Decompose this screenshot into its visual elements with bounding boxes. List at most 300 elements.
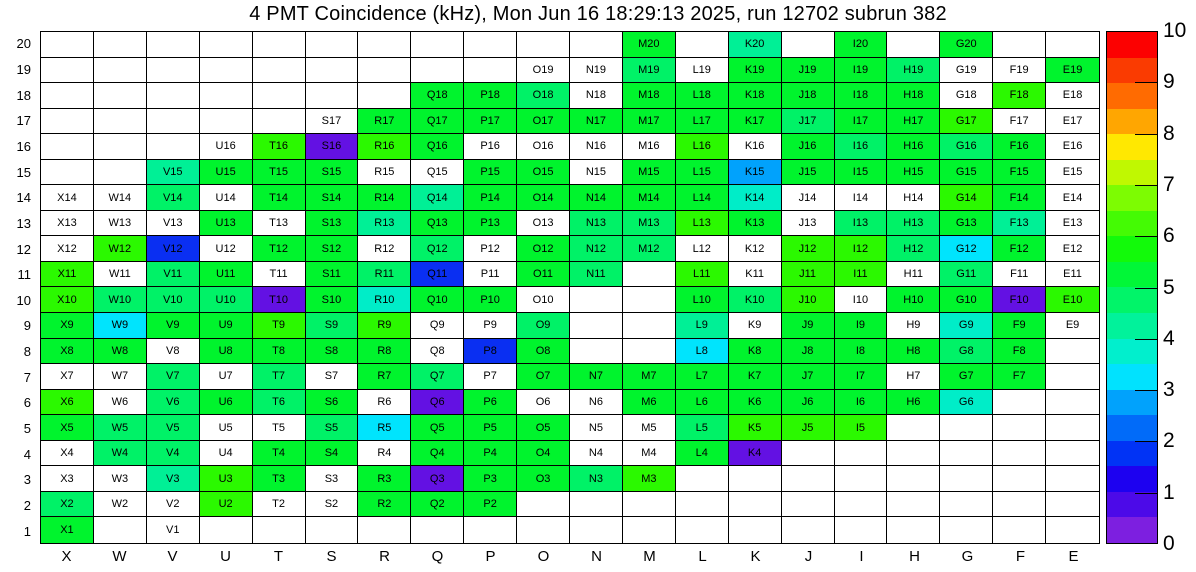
cell-empty bbox=[253, 517, 306, 543]
cell-S14: S14 bbox=[306, 185, 359, 211]
cell-F9: F9 bbox=[993, 313, 1046, 339]
colorbar-block bbox=[1107, 415, 1157, 441]
cell-X6: X6 bbox=[41, 390, 94, 416]
x-tick-label: E bbox=[1068, 548, 1079, 565]
cell-empty bbox=[1046, 339, 1099, 365]
cell-empty bbox=[782, 441, 835, 467]
cell-S3: S3 bbox=[306, 466, 359, 492]
cell-I14: I14 bbox=[835, 185, 888, 211]
cell-empty bbox=[835, 492, 888, 518]
cell-V10: V10 bbox=[147, 287, 200, 313]
cell-J18: J18 bbox=[782, 83, 835, 109]
cell-empty bbox=[411, 58, 464, 84]
cell-I10: I10 bbox=[835, 287, 888, 313]
cell-H6: H6 bbox=[887, 390, 940, 416]
cell-O13: O13 bbox=[517, 211, 570, 237]
colorbar-block bbox=[1107, 185, 1157, 211]
cell-F16: F16 bbox=[993, 134, 1046, 160]
cell-K6: K6 bbox=[729, 390, 782, 416]
cell-R8: R8 bbox=[358, 339, 411, 365]
cell-S4: S4 bbox=[306, 441, 359, 467]
cell-E10: E10 bbox=[1046, 287, 1099, 313]
cell-empty bbox=[1046, 466, 1099, 492]
cell-R11: R11 bbox=[358, 262, 411, 288]
y-tick-label: 11 bbox=[17, 267, 31, 283]
x-tick-label: Q bbox=[431, 548, 444, 565]
cell-U3: U3 bbox=[200, 466, 253, 492]
cell-empty bbox=[517, 492, 570, 518]
cell-K14: K14 bbox=[729, 185, 782, 211]
x-tick-label: M bbox=[643, 548, 656, 565]
cell-S5: S5 bbox=[306, 415, 359, 441]
colorbar-tick-label: 5 bbox=[1163, 275, 1175, 299]
cell-W10: W10 bbox=[94, 287, 147, 313]
cell-K4: K4 bbox=[729, 441, 782, 467]
cell-S11: S11 bbox=[306, 262, 359, 288]
cell-Q4: Q4 bbox=[411, 441, 464, 467]
cell-N5: N5 bbox=[570, 415, 623, 441]
cell-P15: P15 bbox=[464, 160, 517, 186]
cell-empty bbox=[887, 415, 940, 441]
cell-M15: M15 bbox=[623, 160, 676, 186]
cell-O14: O14 bbox=[517, 185, 570, 211]
x-tick-label: X bbox=[61, 548, 72, 565]
cell-M19: M19 bbox=[623, 58, 676, 84]
cell-L14: L14 bbox=[676, 185, 729, 211]
y-tick-label: 7 bbox=[23, 369, 31, 385]
colorbar-block bbox=[1107, 160, 1157, 186]
cell-N7: N7 bbox=[570, 364, 623, 390]
cell-empty bbox=[887, 441, 940, 467]
cell-empty bbox=[623, 339, 676, 365]
cell-G18: G18 bbox=[940, 83, 993, 109]
cell-empty bbox=[200, 517, 253, 543]
cell-empty bbox=[41, 160, 94, 186]
cell-empty bbox=[623, 313, 676, 339]
cell-O4: O4 bbox=[517, 441, 570, 467]
cell-T11: T11 bbox=[253, 262, 306, 288]
cell-V9: V9 bbox=[147, 313, 200, 339]
cell-P17: P17 bbox=[464, 109, 517, 135]
colorbar-tick-label: 10 bbox=[1163, 19, 1187, 42]
cell-M13: M13 bbox=[623, 211, 676, 237]
cell-P10: P10 bbox=[464, 287, 517, 313]
cell-Q6: Q6 bbox=[411, 390, 464, 416]
cell-H9: H9 bbox=[887, 313, 940, 339]
cell-empty bbox=[147, 58, 200, 84]
cell-K16: K16 bbox=[729, 134, 782, 160]
cell-T10: T10 bbox=[253, 287, 306, 313]
x-tick-label: I bbox=[859, 548, 864, 565]
y-tick-label: 10 bbox=[16, 292, 31, 308]
cell-L10: L10 bbox=[676, 287, 729, 313]
cell-X11: X11 bbox=[41, 262, 94, 288]
cell-I16: I16 bbox=[835, 134, 888, 160]
cell-empty bbox=[306, 58, 359, 84]
cell-P18: P18 bbox=[464, 83, 517, 109]
x-axis bbox=[40, 548, 1100, 568]
cell-O9: O9 bbox=[517, 313, 570, 339]
cell-V7: V7 bbox=[147, 364, 200, 390]
y-tick-label: 6 bbox=[23, 395, 31, 411]
cell-T6: T6 bbox=[253, 390, 306, 416]
cell-I20: I20 bbox=[835, 32, 888, 58]
cell-V15: V15 bbox=[147, 160, 200, 186]
cell-U12: U12 bbox=[200, 236, 253, 262]
cell-P8: P8 bbox=[464, 339, 517, 365]
cell-Q2: Q2 bbox=[411, 492, 464, 518]
cell-empty bbox=[41, 134, 94, 160]
cell-H13: H13 bbox=[887, 211, 940, 237]
cell-E9: E9 bbox=[1046, 313, 1099, 339]
cell-I11: I11 bbox=[835, 262, 888, 288]
cell-G10: G10 bbox=[940, 287, 993, 313]
cell-T8: T8 bbox=[253, 339, 306, 365]
cell-J5: J5 bbox=[782, 415, 835, 441]
cell-U13: U13 bbox=[200, 211, 253, 237]
cell-H11: H11 bbox=[887, 262, 940, 288]
cell-U11: U11 bbox=[200, 262, 253, 288]
cell-Q3: Q3 bbox=[411, 466, 464, 492]
cell-empty bbox=[676, 466, 729, 492]
cell-empty bbox=[676, 492, 729, 518]
cell-H18: H18 bbox=[887, 83, 940, 109]
cell-empty bbox=[306, 517, 359, 543]
y-tick-label: 4 bbox=[23, 446, 31, 462]
cell-L19: L19 bbox=[676, 58, 729, 84]
cell-K20: K20 bbox=[729, 32, 782, 58]
cell-U5: U5 bbox=[200, 415, 253, 441]
cell-F18: F18 bbox=[993, 83, 1046, 109]
colorbar-tick-label: 3 bbox=[1163, 378, 1175, 402]
colorbar-block bbox=[1107, 441, 1157, 467]
x-tick-label: K bbox=[750, 548, 761, 565]
y-tick-label: 12 bbox=[16, 241, 31, 257]
cell-empty bbox=[1046, 492, 1099, 518]
cell-empty bbox=[887, 492, 940, 518]
cell-M14: M14 bbox=[623, 185, 676, 211]
cell-S12: S12 bbox=[306, 236, 359, 262]
cell-P16: P16 bbox=[464, 134, 517, 160]
cell-X5: X5 bbox=[41, 415, 94, 441]
cell-N19: N19 bbox=[570, 58, 623, 84]
cell-P11: P11 bbox=[464, 262, 517, 288]
cell-empty bbox=[940, 492, 993, 518]
y-tick-label: 3 bbox=[23, 472, 31, 488]
cell-K10: K10 bbox=[729, 287, 782, 313]
cell-G13: G13 bbox=[940, 211, 993, 237]
cell-empty bbox=[411, 32, 464, 58]
colorbar-tick-label: 6 bbox=[1163, 224, 1175, 248]
cell-empty bbox=[993, 517, 1046, 543]
cell-empty bbox=[940, 415, 993, 441]
cell-empty bbox=[358, 32, 411, 58]
cell-W9: W9 bbox=[94, 313, 147, 339]
cell-empty bbox=[887, 517, 940, 543]
cell-V8: V8 bbox=[147, 339, 200, 365]
cell-R2: R2 bbox=[358, 492, 411, 518]
cell-empty bbox=[1046, 364, 1099, 390]
cell-L12: L12 bbox=[676, 236, 729, 262]
cell-empty bbox=[147, 32, 200, 58]
y-tick-label: 8 bbox=[23, 344, 31, 360]
y-tick-label: 19 bbox=[16, 61, 31, 77]
cell-L18: L18 bbox=[676, 83, 729, 109]
cell-W13: W13 bbox=[94, 211, 147, 237]
cell-H16: H16 bbox=[887, 134, 940, 160]
cell-I17: I17 bbox=[835, 109, 888, 135]
cell-K11: K11 bbox=[729, 262, 782, 288]
colorbar-labels bbox=[1163, 19, 1196, 555]
heatmap-grid bbox=[40, 31, 1100, 544]
cell-W4: W4 bbox=[94, 441, 147, 467]
cell-empty bbox=[993, 492, 1046, 518]
cell-empty bbox=[147, 109, 200, 135]
cell-Q5: Q5 bbox=[411, 415, 464, 441]
cell-G7: G7 bbox=[940, 364, 993, 390]
cell-empty bbox=[570, 287, 623, 313]
cell-empty bbox=[1046, 517, 1099, 543]
colorbar-tick-label: 2 bbox=[1163, 429, 1175, 453]
cell-R7: R7 bbox=[358, 364, 411, 390]
y-tick-label: 13 bbox=[16, 215, 31, 231]
cell-E16: E16 bbox=[1046, 134, 1099, 160]
chart-title: 4 PMT Coincidence (kHz), Mon Jun 16 18:29:13 2025, run 12702 subrun 382 bbox=[249, 3, 947, 25]
cell-I18: I18 bbox=[835, 83, 888, 109]
colorbar-block bbox=[1107, 492, 1157, 518]
cell-K12: K12 bbox=[729, 236, 782, 262]
cell-U7: U7 bbox=[200, 364, 253, 390]
cell-O5: O5 bbox=[517, 415, 570, 441]
cell-M7: M7 bbox=[623, 364, 676, 390]
cell-R12: R12 bbox=[358, 236, 411, 262]
cell-M6: M6 bbox=[623, 390, 676, 416]
cell-empty bbox=[94, 58, 147, 84]
cell-V2: V2 bbox=[147, 492, 200, 518]
cell-R6: R6 bbox=[358, 390, 411, 416]
cell-J15: J15 bbox=[782, 160, 835, 186]
cell-J17: J17 bbox=[782, 109, 835, 135]
cell-T3: T3 bbox=[253, 466, 306, 492]
colorbar-tick-label: 8 bbox=[1163, 121, 1175, 145]
x-tick-label: F bbox=[1015, 548, 1026, 565]
cell-P2: P2 bbox=[464, 492, 517, 518]
cell-empty bbox=[835, 466, 888, 492]
x-tick-label: P bbox=[485, 548, 496, 565]
cell-empty bbox=[729, 466, 782, 492]
cell-O12: O12 bbox=[517, 236, 570, 262]
cell-empty bbox=[41, 109, 94, 135]
cell-U10: U10 bbox=[200, 287, 253, 313]
cell-X3: X3 bbox=[41, 466, 94, 492]
cell-X12: X12 bbox=[41, 236, 94, 262]
cell-U16: U16 bbox=[200, 134, 253, 160]
cell-empty bbox=[200, 32, 253, 58]
cell-K9: K9 bbox=[729, 313, 782, 339]
cell-empty bbox=[411, 517, 464, 543]
cell-E17: E17 bbox=[1046, 109, 1099, 135]
y-tick-label: 15 bbox=[16, 164, 31, 180]
cell-empty bbox=[570, 313, 623, 339]
cell-E13: E13 bbox=[1046, 211, 1099, 237]
cell-T14: T14 bbox=[253, 185, 306, 211]
cell-X9: X9 bbox=[41, 313, 94, 339]
cell-V6: V6 bbox=[147, 390, 200, 416]
cell-empty bbox=[623, 517, 676, 543]
colorbar-block bbox=[1107, 236, 1157, 262]
cell-O16: O16 bbox=[517, 134, 570, 160]
cell-Q15: Q15 bbox=[411, 160, 464, 186]
cell-X4: X4 bbox=[41, 441, 94, 467]
cell-Q13: Q13 bbox=[411, 211, 464, 237]
y-tick-label: 9 bbox=[23, 318, 31, 334]
colorbar-block bbox=[1107, 262, 1157, 288]
cell-N18: N18 bbox=[570, 83, 623, 109]
cell-empty bbox=[517, 32, 570, 58]
cell-H12: H12 bbox=[887, 236, 940, 262]
colorbar-block bbox=[1107, 517, 1157, 543]
colorbar-block bbox=[1107, 83, 1157, 109]
cell-empty bbox=[1046, 390, 1099, 416]
cell-W2: W2 bbox=[94, 492, 147, 518]
cell-empty bbox=[993, 390, 1046, 416]
cell-empty bbox=[782, 32, 835, 58]
cell-G19: G19 bbox=[940, 58, 993, 84]
cell-R4: R4 bbox=[358, 441, 411, 467]
cell-V14: V14 bbox=[147, 185, 200, 211]
cell-empty bbox=[835, 517, 888, 543]
cell-L17: L17 bbox=[676, 109, 729, 135]
colorbar-block bbox=[1107, 313, 1157, 339]
cell-empty bbox=[993, 466, 1046, 492]
cell-empty bbox=[464, 32, 517, 58]
cell-empty bbox=[676, 517, 729, 543]
x-tick-label: V bbox=[167, 548, 178, 565]
cell-empty bbox=[464, 517, 517, 543]
cell-F7: F7 bbox=[993, 364, 1046, 390]
cell-H7: H7 bbox=[887, 364, 940, 390]
cell-J10: J10 bbox=[782, 287, 835, 313]
cell-empty bbox=[358, 58, 411, 84]
cell-T12: T12 bbox=[253, 236, 306, 262]
x-tick-label: S bbox=[326, 548, 337, 565]
cell-G12: G12 bbox=[940, 236, 993, 262]
x-tick-label: N bbox=[591, 548, 602, 565]
cell-F13: F13 bbox=[993, 211, 1046, 237]
cell-empty bbox=[200, 83, 253, 109]
cell-R17: R17 bbox=[358, 109, 411, 135]
cell-F11: F11 bbox=[993, 262, 1046, 288]
colorbar-tick-label: 7 bbox=[1163, 172, 1175, 196]
x-tick-label: T bbox=[273, 548, 284, 565]
cell-O3: O3 bbox=[517, 466, 570, 492]
cell-empty bbox=[835, 441, 888, 467]
cell-J12: J12 bbox=[782, 236, 835, 262]
cell-I12: I12 bbox=[835, 236, 888, 262]
cell-S8: S8 bbox=[306, 339, 359, 365]
cell-V12: V12 bbox=[147, 236, 200, 262]
cell-J7: J7 bbox=[782, 364, 835, 390]
cell-E19: E19 bbox=[1046, 58, 1099, 84]
cell-T4: T4 bbox=[253, 441, 306, 467]
y-axis bbox=[0, 31, 34, 544]
cell-W11: W11 bbox=[94, 262, 147, 288]
cell-empty bbox=[464, 58, 517, 84]
cell-X13: X13 bbox=[41, 211, 94, 237]
y-tick-label: 2 bbox=[23, 498, 31, 514]
cell-M4: M4 bbox=[623, 441, 676, 467]
cell-I13: I13 bbox=[835, 211, 888, 237]
cell-empty bbox=[358, 517, 411, 543]
cell-L7: L7 bbox=[676, 364, 729, 390]
cell-T15: T15 bbox=[253, 160, 306, 186]
cell-Q12: Q12 bbox=[411, 236, 464, 262]
cell-S17: S17 bbox=[306, 109, 359, 135]
colorbar-tick-label: 0 bbox=[1163, 532, 1175, 555]
cell-empty bbox=[94, 517, 147, 543]
cell-N4: N4 bbox=[570, 441, 623, 467]
cell-N11: N11 bbox=[570, 262, 623, 288]
y-tick-label: 5 bbox=[23, 421, 31, 437]
cell-O19: O19 bbox=[517, 58, 570, 84]
cell-G17: G17 bbox=[940, 109, 993, 135]
cell-W8: W8 bbox=[94, 339, 147, 365]
cell-G9: G9 bbox=[940, 313, 993, 339]
cell-empty bbox=[253, 83, 306, 109]
cell-H8: H8 bbox=[887, 339, 940, 365]
colorbar-block bbox=[1107, 390, 1157, 416]
cell-I7: I7 bbox=[835, 364, 888, 390]
cell-Q8: Q8 bbox=[411, 339, 464, 365]
cell-P14: P14 bbox=[464, 185, 517, 211]
cell-empty bbox=[570, 517, 623, 543]
cell-F14: F14 bbox=[993, 185, 1046, 211]
cell-R5: R5 bbox=[358, 415, 411, 441]
y-tick-label: 16 bbox=[16, 138, 31, 154]
cell-R15: R15 bbox=[358, 160, 411, 186]
cell-N12: N12 bbox=[570, 236, 623, 262]
cell-empty bbox=[94, 160, 147, 186]
cell-empty bbox=[94, 109, 147, 135]
cell-S7: S7 bbox=[306, 364, 359, 390]
cell-I15: I15 bbox=[835, 160, 888, 186]
cell-M16: M16 bbox=[623, 134, 676, 160]
cell-empty bbox=[940, 517, 993, 543]
cell-empty bbox=[200, 109, 253, 135]
cell-empty bbox=[306, 83, 359, 109]
cell-E12: E12 bbox=[1046, 236, 1099, 262]
cell-L5: L5 bbox=[676, 415, 729, 441]
cell-G20: G20 bbox=[940, 32, 993, 58]
cell-L11: L11 bbox=[676, 262, 729, 288]
cell-U4: U4 bbox=[200, 441, 253, 467]
colorbar-tick-label: 1 bbox=[1163, 480, 1175, 504]
cell-N13: N13 bbox=[570, 211, 623, 237]
cell-P9: P9 bbox=[464, 313, 517, 339]
cell-E15: E15 bbox=[1046, 160, 1099, 186]
cell-K8: K8 bbox=[729, 339, 782, 365]
cell-S10: S10 bbox=[306, 287, 359, 313]
colorbar-block bbox=[1107, 339, 1157, 365]
cell-K5: K5 bbox=[729, 415, 782, 441]
cell-Q17: Q17 bbox=[411, 109, 464, 135]
cell-F12: F12 bbox=[993, 236, 1046, 262]
cell-J8: J8 bbox=[782, 339, 835, 365]
cell-empty bbox=[253, 58, 306, 84]
cell-S9: S9 bbox=[306, 313, 359, 339]
x-tick-label: G bbox=[961, 548, 974, 565]
cell-M3: M3 bbox=[623, 466, 676, 492]
